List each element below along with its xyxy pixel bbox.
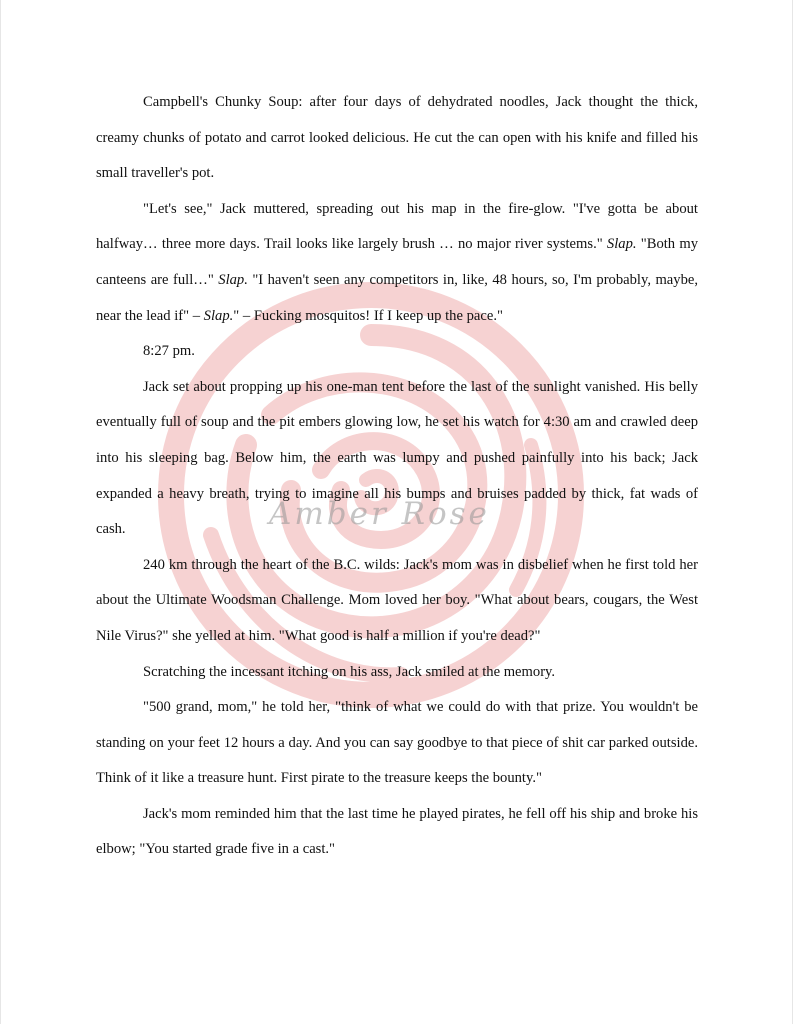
paragraph: Jack's mom reminded him that the last time he played pirates, he fell off his ship and broke his elbow; "You started grade five in a cast." bbox=[96, 805, 698, 858]
paragraph: Scratching the incessant itching on his ass, Jack smiled at the memory. bbox=[143, 663, 556, 680]
paragraph: 240 km through the heart of the B.C. wilds: Jack's mom was in disbelief when he first told her about the Ultimate Woodsman Challenge. Mom loved her boy. "What about bears, cougars, the West Nile Virus?" she yelled at him. "What good is half a million if you're dead?" bbox=[96, 556, 698, 644]
body-text bbox=[96, 85, 698, 868]
paragraph: Campbell's Chunky Soup: after four days of dehydrated noodles, Jack thought the thick, creamy chunks of potato and carrot looked delicious. He cut the can open with his knife and filled his small traveller's pot. bbox=[96, 94, 698, 182]
paragraph: Jack set about propping up his one-man tent before the last of the sunlight vanished. His belly eventually full of soup and the pit embers glowing low, he set his watch for 4:30 am and crawled deep into his sleeping bag. Below him, the earth was lumpy and pushed painfully into his back; Jack expanded a heavy breath, trying to imagine all his bumps and bruises padded by thick, fat wads of cash. bbox=[96, 378, 698, 538]
paragraph: "500 grand, mom," he told her, "think of what we could do with that prize. You wouldn't be standing on your feet 12 hours a day. And you can say goodbye to that piece of shit car parked outside. Think of it like a treasure hunt. First pirate to the treasure keeps the bounty." bbox=[96, 699, 698, 787]
paragraph-time: 8:27 pm. bbox=[143, 343, 195, 360]
paragraph: "Let's see," Jack muttered, spreading out his map in the fire-glow. "I've gotta be about halfway… three more days. Trail looks like largely brush … no major river systems." Slap. "Both my canteens are full…" Slap. "I haven't seen any competitors in, like, 48 hours, so, I'm probably, maybe, near the lead if" – Slap." – Fucking mosquitos! If I keep up the pace." bbox=[96, 200, 698, 324]
watermark-text: Amber Rose bbox=[269, 496, 490, 532]
